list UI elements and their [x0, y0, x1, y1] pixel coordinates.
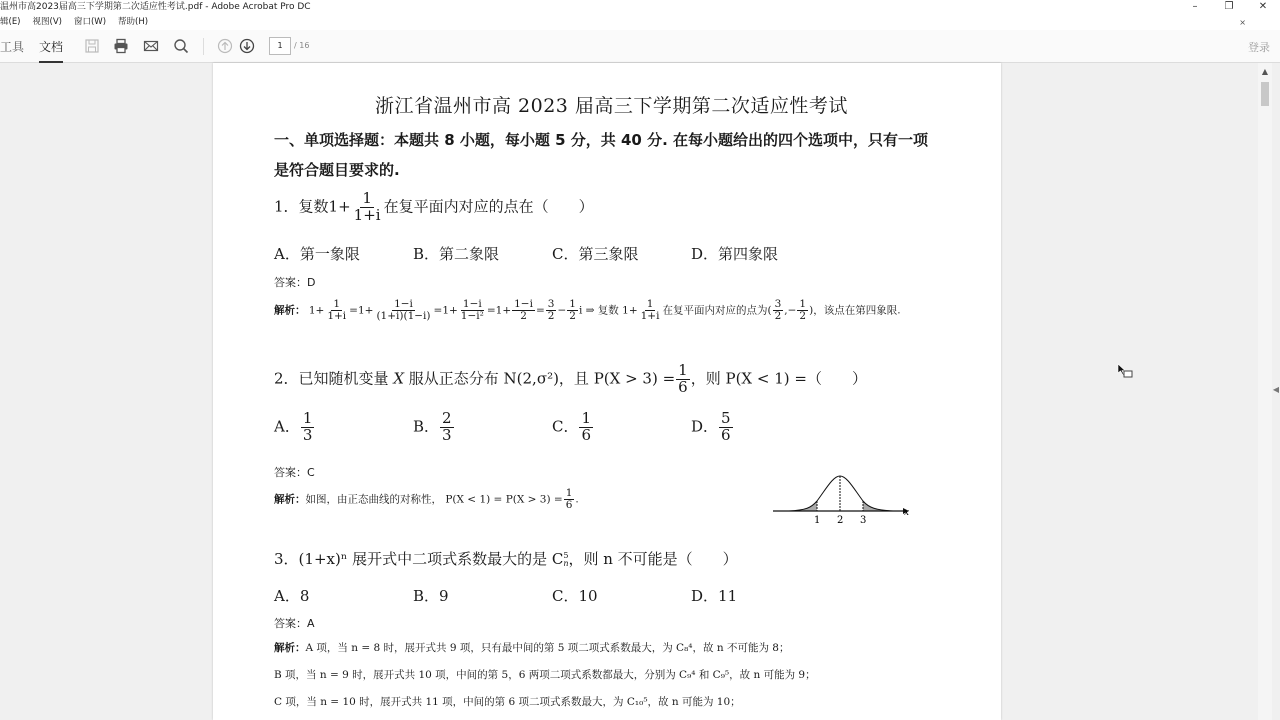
section-heading: 一、单项选择题：本题共 8 小题，每小题 5 分，共 40 分. 在每小题给出的四个选项中，只有一项: [274, 131, 929, 149]
q3-option-b: B．9: [413, 587, 449, 605]
q1-option-b: B．第二象限: [413, 245, 500, 263]
question-3: 3．(1+x)ⁿ 展开式中二项式系数最大的是 C 5 n ，则 n 不可能是（ ）: [274, 550, 738, 568]
q2-answer: 答案：C: [274, 466, 315, 479]
login-button[interactable]: 登录: [1248, 41, 1270, 54]
q3-option-a: A．8: [274, 587, 310, 605]
next-page-icon[interactable]: [239, 38, 255, 54]
scrollbar-thumb[interactable]: [1261, 82, 1269, 106]
scroll-up-arrow-icon[interactable]: ▲: [1261, 67, 1269, 76]
svg-text:x: x: [904, 508, 910, 518]
email-icon[interactable]: [143, 38, 159, 54]
menu-view[interactable]: 视图(V): [32, 17, 62, 27]
question-2: 2．已知随机变量 X 服从正态分布 N(2,σ²)，且 P(X > 3) = $\frac{1}{6}$ ，则 P(X < 1) =（ ）: [274, 361, 867, 396]
document-title: 浙江省温州市高 2023 届高三下学期第二次适应性考试: [375, 95, 848, 117]
q3-analysis-line-2: B 项，当 n = 9 时，展开式共 10 项，中间的第 5，6 两项二项式系数都最大，分别为 C₉⁴ 和 C₉⁵，故 n 可能为 9；: [274, 669, 816, 681]
q3-option-c: C．10: [552, 587, 598, 605]
toolbar: [0, 30, 1280, 63]
menu-help[interactable]: 帮助(H): [118, 17, 149, 27]
svg-text:1: 1: [814, 515, 821, 526]
tab-tools[interactable]: 工具: [0, 40, 25, 54]
mouse-cursor-icon: [1117, 363, 1135, 381]
restore-button[interactable]: ❐: [1224, 1, 1234, 12]
q2-option-c: C． $\frac{1}{6}$: [552, 409, 592, 444]
tab-document[interactable]: 文档: [39, 40, 64, 54]
q2-option-a: A． $\frac{1}{3}$: [274, 409, 313, 444]
menu-edit[interactable]: 辑(E): [0, 17, 21, 27]
question-1: 1．复数1+ $\frac{1}{1+i}$ 在复平面内对应的点在（ ）: [274, 189, 594, 224]
q3-analysis-line-1: 解析：A 项，当 n = 8 时，展开式共 9 项，只有最中间的第 5 项二项式系数最大，为 C₈⁴，故 n 不可能为 8；: [274, 642, 790, 654]
q1-analysis: 解析： 1+ $\frac{1}{1+i}$ =1+ $\frac{1-i}{(1+i)(1-i)}$ =1+ $\frac{1-i}{\text{1−i²}}$ =1+ $\frac{1-i}{2}$ = $\frac{3}{2}$ − $\frac{1}{2}$ i ⇒ 复数 1+ $\frac{1}{1+i}$ 在复平面内对应的点为( $\frac{3}{2}$ ,− $\frac{1}{2}$ )，该点在第四象限.: [274, 298, 901, 323]
window-controls: [1178, 0, 1280, 15]
window-title: 温州市高2023届高三下学期第二次适应性考试.pdf - Adobe Acrobat Pro DC: [0, 2, 311, 12]
q3-analysis-line-3: C 项，当 n = 10 时，展开式共 11 项，中间的第 6 项二项式系数最大，为 C₁₀⁵，故 n 可能为 10；: [274, 696, 741, 708]
svg-text:3: 3: [860, 515, 867, 526]
q1-option-d: D．第四象限: [691, 245, 779, 263]
print-icon[interactable]: [113, 38, 129, 54]
menu-bar: [0, 15, 1280, 30]
q3-answer: 答案：A: [274, 617, 315, 630]
page-total: / 16: [294, 41, 310, 50]
pdf-page: [213, 63, 1001, 720]
section-heading-cont: 是符合题目要求的.: [274, 161, 400, 179]
q2-option-b: B． $\frac{2}{3}$: [413, 409, 452, 444]
close-button[interactable]: ✕: [1258, 1, 1268, 12]
page-number-input[interactable]: 1: [269, 37, 291, 55]
toolbar-divider: [203, 38, 204, 55]
vertical-scrollbar[interactable]: [1258, 63, 1272, 720]
svg-text:2: 2: [837, 515, 844, 526]
q2-option-d: D． $\frac{5}{6}$: [691, 409, 731, 444]
side-panel-toggle-icon[interactable]: ◀: [1272, 385, 1279, 394]
q2-analysis: 解析：如图，由正态曲线的对称性， P(X < 1) = P(X > 3) = $\frac{1}{6}$ .: [274, 487, 579, 512]
search-icon[interactable]: [173, 38, 189, 54]
normal-distribution-figure: [771, 471, 911, 527]
window-title-bar: [0, 0, 1280, 15]
q1-answer: 答案：D: [274, 276, 316, 289]
prev-page-icon[interactable]: [217, 38, 233, 54]
q3-option-d: D．11: [691, 587, 738, 605]
q1-option-a: A．第一象限: [274, 245, 360, 263]
save-icon[interactable]: [84, 38, 100, 54]
document-viewer: [0, 63, 1280, 720]
menu-window[interactable]: 窗口(W): [73, 17, 107, 27]
q1-option-c: C．第三象限: [552, 245, 639, 263]
close-document-button[interactable]: ×: [1239, 18, 1246, 27]
minimize-button[interactable]: –: [1192, 1, 1198, 12]
